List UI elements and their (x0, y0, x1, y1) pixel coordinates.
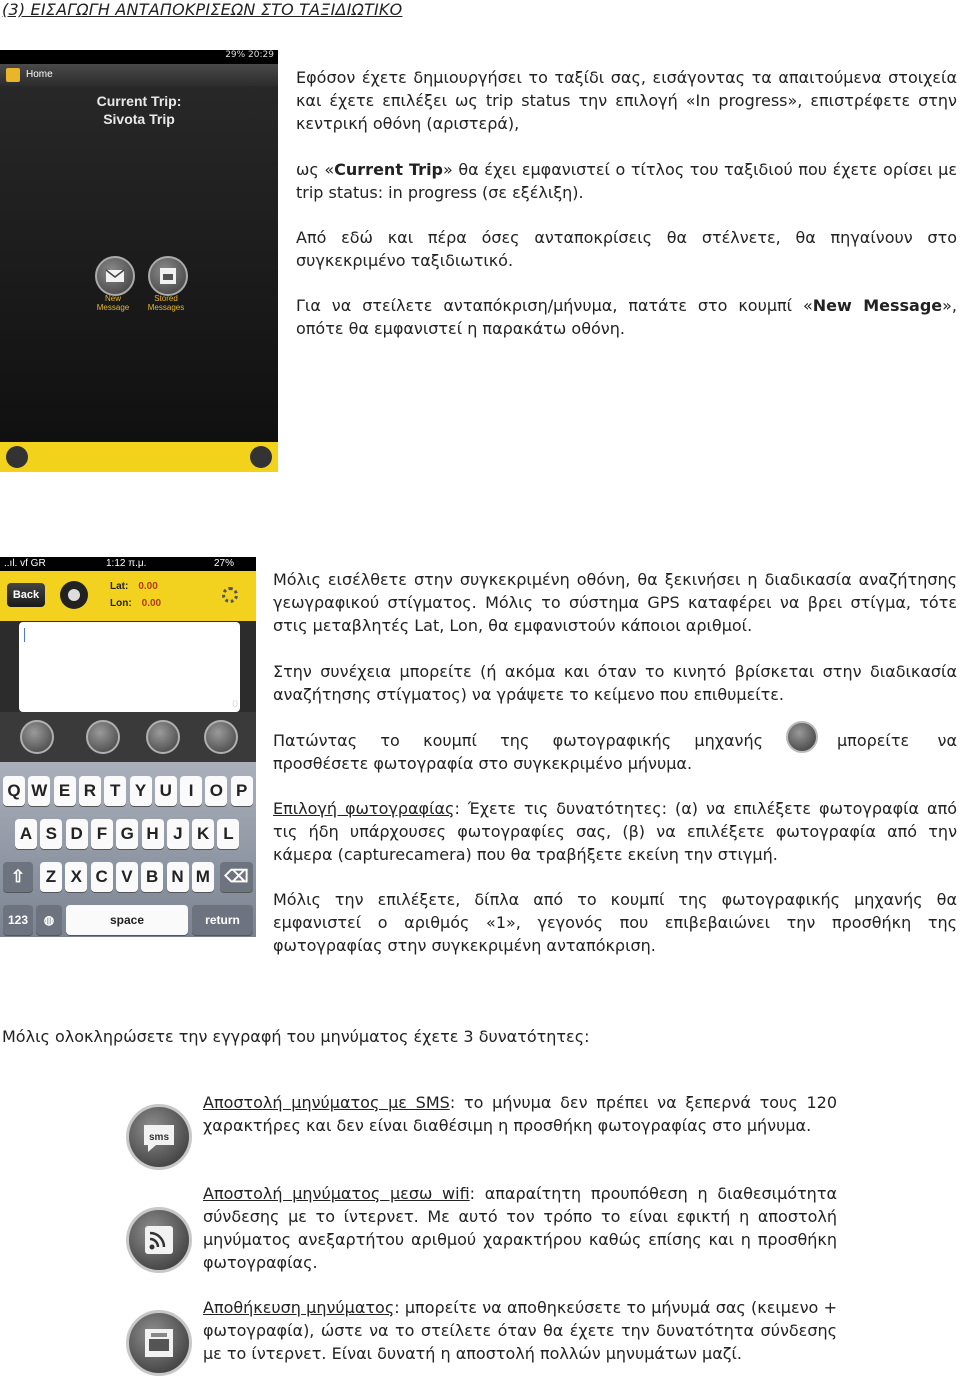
key-p[interactable]: P (231, 776, 253, 806)
paragraph-current-trip (296, 158, 957, 204)
sms-icon-label: sms (148, 1132, 170, 1143)
text: : απαραίτητη προυπόθεση η διαθεσιμότητα σύνδεσης με το ίντερνετ. Με αυτό τον τρόπο το είναι εφικτή η αποστολή μηνύματος ανεξαρτήτου αριθμού χαρακτήρου καθώς επίσης και η προσθήκη φωτογραφίας. (203, 1184, 837, 1272)
home-label: Home (26, 69, 53, 80)
option-sms (203, 1091, 837, 1137)
send-sms-icon[interactable] (86, 720, 120, 754)
paragraph-new-message (296, 294, 957, 340)
keyboard (0, 762, 256, 937)
satellite-icon[interactable] (6, 446, 28, 468)
coordinates (110, 578, 161, 612)
text: : Έχετε τις δυνατότητες: (α) να επιλέξετε φωτογραφία από τις ήδη υπάρχουσες φωτογραφίες σας, (β) να επιλέξετε φωτογραφία από την κάμερα (capturecamera) που θα τραβήξετε εκείνη την στιγμή. (273, 799, 958, 864)
key-d[interactable]: D (66, 819, 88, 849)
paragraph-photo-select (273, 797, 957, 866)
key-a[interactable]: A (15, 819, 37, 849)
char-count: 0 (232, 699, 239, 710)
key-o[interactable]: O (205, 776, 227, 806)
new-message-bold: New Message (812, 296, 943, 315)
status-time: 29% 20:29 (225, 50, 274, 60)
key-w[interactable]: W (28, 776, 50, 806)
paragraph-three-options: Μόλις ολοκληρώσετε την εγγραφή του μηνύματος έχετε 3 δυνατότητες: (2, 1027, 590, 1046)
current-trip-line2: Sivota Trip (103, 111, 175, 127)
key-z[interactable]: Z (40, 862, 62, 892)
paragraph-gps: Μόλις εισέλθετε στην συγκεκριμένη οθόνη, θα ξεκινήσει η διαδικασία αναζήτησης γεωγραφικού στίγματος. Μόλις το σύστημα GPS καταφέρει να βρει στίγμα, τότε στις μεταβλητές Lat, Lon, θα εμφανιστούν κάποιοι αριθμοί. (273, 570, 957, 635)
text: », οπότε θα εμφανιστεί η παρακάτω οθόνη. (296, 296, 957, 338)
key-t[interactable]: T (104, 776, 126, 806)
option-wifi (203, 1182, 837, 1274)
key-n[interactable]: N (167, 862, 189, 892)
option-save (203, 1296, 837, 1365)
key-f[interactable]: F (91, 819, 113, 849)
settings-icon[interactable] (250, 446, 272, 468)
text: » θα έχει εμφανιστεί ο τίτλος του ταξιδιού που έχετε ορίσει με trip status: in progress (σε εξέλιξη). (296, 160, 958, 202)
key-y[interactable]: Y (130, 776, 152, 806)
key-return[interactable]: return (192, 905, 253, 935)
option-sms-link: Αποστολή μηνύματος με SMS (203, 1093, 450, 1112)
option-wifi-link: Αποστολή μηνύματος μεσω wifi (203, 1184, 470, 1203)
key-h[interactable]: H (142, 819, 164, 849)
loading-spinner-icon (222, 587, 238, 603)
home-bar (0, 64, 278, 86)
key-b[interactable]: B (141, 862, 163, 892)
message-textarea[interactable] (19, 622, 240, 712)
status-bar (0, 557, 256, 571)
key-j[interactable]: J (167, 819, 189, 849)
key-g[interactable]: G (116, 819, 138, 849)
gps-satellite-icon (60, 581, 88, 609)
text: : το μήνυμα δεν πρέπει να ξεπερνά τους 120 χαρακτήρες και δεν είναι διαθέσιμη η προσθήκη φωτογραφίας στο μήνυμα. (203, 1093, 838, 1135)
key-m[interactable]: M (192, 862, 214, 892)
paragraph-camera-c: προσθέσετε φωτογραφία στο συγκεκριμένο μήνυμα. (273, 754, 693, 773)
new-message-label-2: Message (96, 303, 130, 312)
current-trip-line1: Current Trip: (96, 93, 182, 109)
text: : μπορείτε να αποθηκεύσετε το μήνυμά σας (κειμενο + φωτογραφία), ώστε να το στείλετε όταν θα έχετε την δυνατότητα σύνδεσης με το ίντερνετ. Είναι δυνατή η αποστολή πολλών μηνυμάτων μαζί. (203, 1298, 838, 1363)
save-icon (126, 1310, 192, 1376)
compose-header (0, 571, 256, 621)
key-q[interactable]: Q (3, 776, 25, 806)
status-time: 1:12 π.μ. (106, 558, 147, 569)
section-heading: (3) ΕΙΣΑΓΩΓΗ ΑΝΤΑΠΟΚΡΙΣΕΩΝ ΣΤΟ ΤΑΞΙΔΙΩΤΙΚΟ (2, 0, 403, 19)
key-x[interactable]: X (65, 862, 87, 892)
key-e[interactable]: E (54, 776, 76, 806)
shift-key-icon[interactable]: ⇧ (3, 862, 33, 892)
lon-value: 0.00 (141, 598, 162, 609)
battery: 27% (214, 558, 235, 569)
key-i[interactable]: I (180, 776, 202, 806)
paragraph-camera-a: Πατώντας το κουμπί της φωτογραφικής μηχανής (273, 731, 763, 750)
wifi-send-icon (126, 1207, 192, 1273)
carrier: ..ıl. vf GR (4, 558, 46, 569)
camera-icon (786, 721, 818, 753)
globe-key-icon[interactable]: ◍ (36, 905, 62, 935)
paragraph-from-here: Από εδώ και πέρα όσες ανταποκρίσεις θα στέλνετε, θα πηγαίνουν στο συγκεκριμένο ταξιδιωτικό. (296, 228, 957, 270)
key-space[interactable]: space (66, 905, 188, 935)
camera-icon[interactable] (20, 720, 54, 754)
stored-messages-label-2: Messages (147, 303, 185, 312)
key-123[interactable]: 123 (3, 905, 33, 935)
new-message-label (83, 294, 143, 312)
paragraph-photo-confirm: Μόλις την επιλέξετε, δίπλα από το κουμπί της φωτογραφικής μηχανής θα εμφανιστεί ο αριθμός «1», γεγονός που επιβεβαιώνει την προσθήκη της φωτογραφίας στην συγκεκριμένη ανταπόκριση. (273, 890, 957, 955)
key-v[interactable]: V (116, 862, 138, 892)
new-message-icon[interactable] (95, 256, 135, 296)
send-wifi-icon[interactable] (146, 720, 180, 754)
option-save-link: Αποθήκευση μηνύματος (203, 1298, 395, 1317)
lat-label: Lat: (110, 581, 129, 592)
app-home-icon (6, 68, 20, 82)
stored-messages-label-1: Stored (154, 294, 178, 303)
phone-screenshot-compose (0, 557, 256, 937)
key-k[interactable]: K (192, 819, 214, 849)
text: Για να στείλετε ανταπόκριση/μήνυμα, πατάτε στο κουμπί « (296, 296, 813, 315)
sms-icon (126, 1104, 192, 1170)
key-s[interactable]: S (40, 819, 62, 849)
key-c[interactable]: C (91, 862, 113, 892)
current-trip-title (0, 92, 278, 128)
action-bar (0, 712, 256, 762)
key-u[interactable]: U (155, 776, 177, 806)
key-r[interactable]: R (79, 776, 101, 806)
text: ως « (296, 160, 335, 179)
phone-screenshot-home (0, 50, 278, 472)
paragraph-intro: Εφόσον έχετε δημιουργήσει το ταξίδι σας, εισάγοντας τα απαιτούμενα στοιχεία και έχετε επιλέξει ως trip status την επιλογή «In progress», επιστρέφετε στην κεντρική οθόνη (αριστερά), (296, 68, 957, 133)
paragraph-camera-b: μπορείτε να (837, 731, 957, 750)
photo-select-link: Επιλογή φωτογραφίας (273, 799, 455, 818)
current-trip-bold: Current Trip (334, 160, 444, 179)
lat-value: 0.00 (138, 581, 158, 592)
lon-label: Lon: (110, 598, 132, 609)
bottom-toolbar (0, 442, 278, 472)
backspace-key-icon[interactable]: ⌫ (220, 862, 253, 892)
key-l[interactable]: L (217, 819, 239, 849)
text-cursor (24, 628, 25, 642)
back-button[interactable]: Back (7, 583, 45, 607)
stored-messages-icon[interactable] (148, 256, 188, 296)
stored-messages-label (136, 294, 196, 312)
paragraph-write-text: Στην συνέχεια μπορείτε (ή ακόμα και όταν το κινητό βρίσκεται στην διαδικασία αναζήτησης στίγματος) να γράψετε το κείμενο που επιθυμείτε. (273, 662, 957, 704)
new-message-label-1: New (104, 294, 121, 303)
status-bar (0, 50, 278, 64)
save-message-icon[interactable] (204, 720, 238, 754)
